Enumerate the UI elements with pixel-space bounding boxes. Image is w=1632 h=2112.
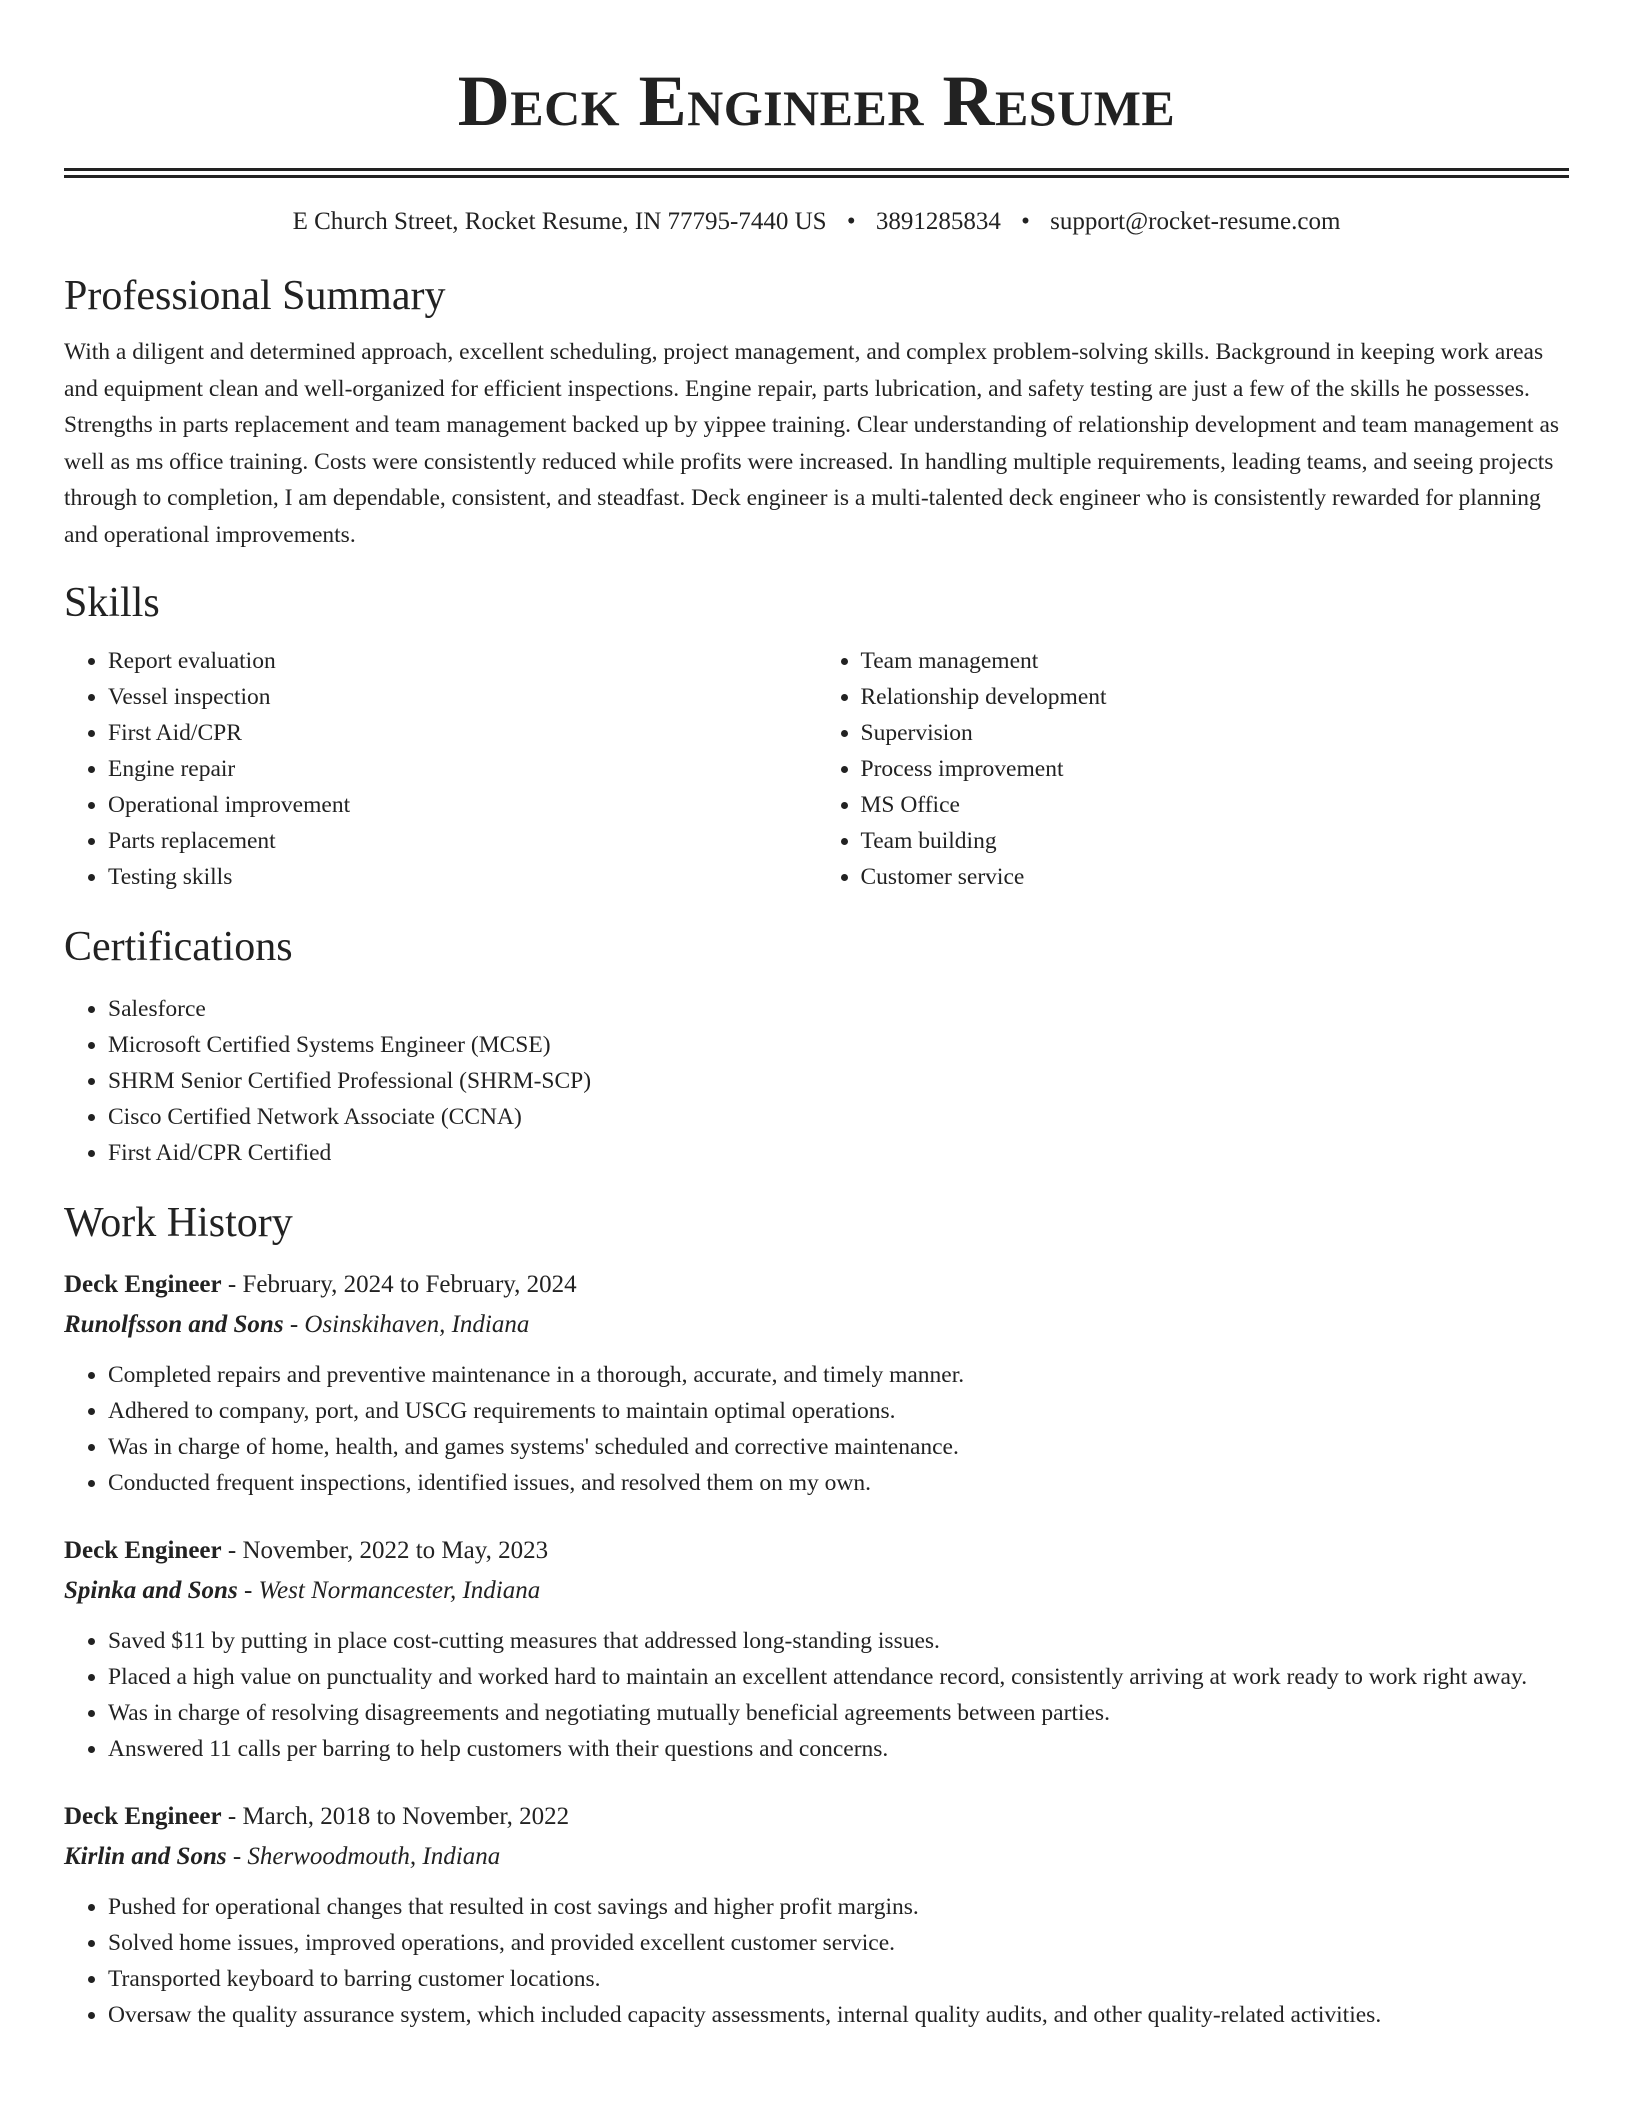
job-bullet: • Completed repairs and preventive maintenance in a thorough, accurate, and timely manner. [108, 1357, 1569, 1393]
skill-item: • Relationship development [861, 679, 1570, 715]
certification-item: • Salesforce [108, 991, 1569, 1027]
job-title: Deck Engineer [64, 1537, 222, 1564]
skill-item: • First Aid/CPR [108, 715, 817, 751]
certification-item: • First Aid/CPR Certified [108, 1135, 1569, 1171]
job-entry [64, 1531, 1569, 1767]
contact-address: E Church Street, Rocket Resume, IN 77795-7440 US [292, 208, 827, 235]
job-bullet: • Was in charge of resolving disagreements and negotiating mutually beneficial agreements between parties. [108, 1695, 1569, 1731]
contact-email: support@rocket-resume.com [1050, 208, 1341, 235]
job-bullet: • Conducted frequent inspections, identified issues, and resolved them on my own. [108, 1465, 1569, 1501]
job-dates: March, 2018 to November, 2022 [242, 1803, 570, 1830]
job-bullets [64, 1623, 1569, 1767]
job-bullet: • Saved $11 by putting in place cost-cutting measures that addressed long-standing issues. [108, 1623, 1569, 1659]
job-title-line [64, 1531, 1569, 1571]
certifications-section [64, 921, 1569, 1171]
certification-item: • Cisco Certified Network Associate (CCNA) [108, 1099, 1569, 1135]
contact-line [64, 204, 1569, 240]
job-company: Spinka and Sons [64, 1577, 238, 1604]
job-bullet: • Transported keyboard to barring customer locations. [108, 1961, 1569, 1997]
skill-item: • Parts replacement [108, 823, 817, 859]
job-title-line [64, 1797, 1569, 1837]
skills-heading: Skills [64, 580, 160, 626]
certification-item: • SHRM Senior Certified Professional (SHRM-SCP) [108, 1063, 1569, 1099]
job-dash: - [221, 1803, 243, 1830]
job-dash: - [221, 1271, 243, 1298]
job-bullet: • Solved home issues, improved operations, and provided excellent customer service. [108, 1925, 1569, 1961]
skill-item: • Team management [861, 643, 1570, 679]
skill-item: • Operational improvement [108, 787, 817, 823]
certifications-list [64, 991, 1569, 1171]
contact-separator: • [846, 208, 856, 235]
summary-text: With a diligent and determined approach, excellent scheduling, project management, and complex problem-solving skills. Background in keeping work areas and equipment clean and well-organized for efficient inspections. Engine repair, parts lubrication, and safety testing are just a few of the skills he possesses. Strengths in parts replacement and team management backed up by yippee training. Clear understanding of relationship development and team management as well as ms office training. Costs were consistently reduced while profits were increased. In handling multiple requirements, leading teams, and seeing projects through to completion, I am dependable, consistent, and steadfast. Deck engineer is a multi-talented deck engineer who is consistently rewarded for planning and operational improvements. [64, 339, 1560, 548]
skills-section [64, 577, 1569, 895]
skill-item: • Report evaluation [108, 643, 817, 679]
skill-item: • Process improvement [861, 751, 1570, 787]
job-bullets [64, 1889, 1569, 2033]
skill-item: • Testing skills [108, 859, 817, 895]
job-dash: - [283, 1311, 305, 1338]
skills-list-left [64, 643, 817, 895]
skills-list-right [817, 643, 1570, 895]
certifications-heading: Certifications [64, 924, 293, 970]
skill-item: • MS Office [861, 787, 1570, 823]
job-location: West Normancester, Indiana [258, 1577, 541, 1604]
job-dash: - [221, 1537, 243, 1564]
job-location: Sherwoodmouth, Indiana [247, 1843, 501, 1870]
job-bullet: • Was in charge of home, health, and games systems' scheduled and corrective maintenance. [108, 1429, 1569, 1465]
job-company: Kirlin and Sons [64, 1843, 227, 1870]
job-company: Runolfsson and Sons [64, 1311, 284, 1338]
contact-separator: • [1021, 208, 1030, 235]
job-entry [64, 1265, 1569, 1501]
certification-item: • Microsoft Certified Systems Engineer (MCSE) [108, 1027, 1569, 1063]
summary-section [64, 270, 1569, 553]
job-bullet: • Answered 11 calls per barring to help customers with their questions and concerns. [108, 1731, 1569, 1767]
skill-item: • Vessel inspection [108, 679, 817, 715]
job-bullet: • Placed a high value on punctuality and worked hard to maintain an excellent attendance record, consistently arriving at work ready to work right away. [108, 1659, 1569, 1695]
contact-phone: 3891285834 [875, 208, 1001, 235]
job-dash: - [226, 1843, 248, 1870]
job-location: Osinskihaven, Indiana [304, 1311, 530, 1338]
job-bullets [64, 1357, 1569, 1501]
job-company-line [64, 1305, 1569, 1345]
job-bullet: • Adhered to company, port, and USCG requirements to maintain optimal operations. [108, 1393, 1569, 1429]
job-title: Deck Engineer [64, 1271, 222, 1298]
work-history-heading: Work History [64, 1200, 293, 1246]
job-title: Deck Engineer [64, 1803, 222, 1830]
job-entry [64, 1797, 1569, 2033]
job-dates: February, 2024 to February, 2024 [242, 1271, 577, 1298]
job-company-line [64, 1837, 1569, 1877]
job-dash: - [237, 1577, 259, 1604]
skill-item: • Engine repair [108, 751, 817, 787]
work-history-section [64, 1197, 1569, 2033]
skill-item: • Supervision [861, 715, 1570, 751]
skill-item: • Customer service [861, 859, 1570, 895]
resume-page [64, 0, 1569, 2033]
skills-columns [64, 643, 1569, 895]
job-dates: November, 2022 to May, 2023 [242, 1537, 549, 1564]
job-bullet: • Pushed for operational changes that resulted in cost savings and higher profit margins. [108, 1889, 1569, 1925]
job-title-line [64, 1265, 1569, 1305]
summary-heading: Professional Summary [64, 273, 446, 319]
title-divider [64, 168, 1569, 178]
page-title: Deck Engineer Resume [457, 61, 1176, 141]
job-bullet: • Oversaw the quality assurance system, which included capacity assessments, internal quality audits, and other quality-related activities. [108, 1997, 1569, 2033]
skill-item: • Team building [861, 823, 1570, 859]
job-company-line [64, 1571, 1569, 1611]
